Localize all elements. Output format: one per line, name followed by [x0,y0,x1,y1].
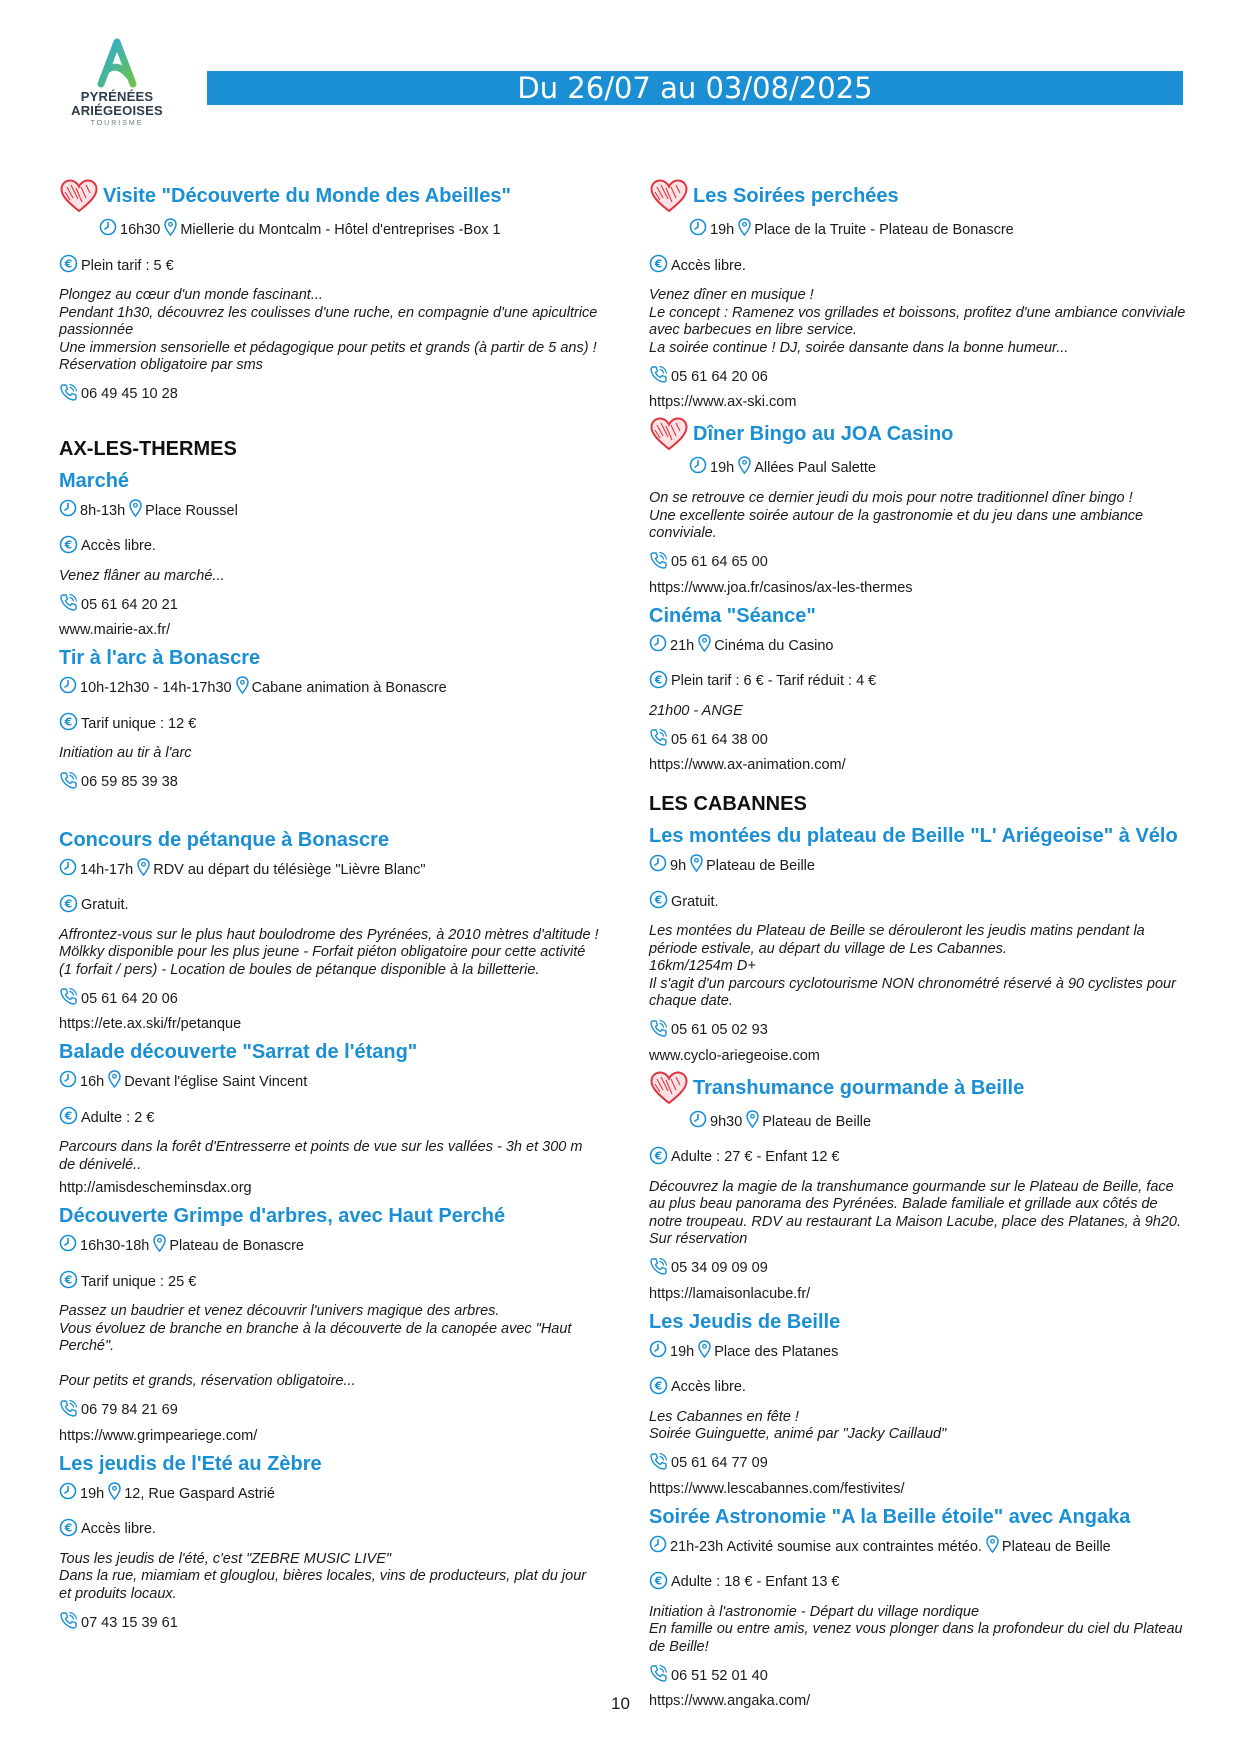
event-price-text: Accès libre. [671,1379,746,1395]
clock-icon [649,854,667,878]
event-time-place [59,499,599,523]
event-item [649,1070,1189,1302]
euro-icon [649,670,668,693]
event-time-place [649,634,1189,658]
event-url[interactable]: https://www.lescabannes.com/festivites/ [649,1480,905,1497]
event-time: 9h [670,858,687,874]
event-phone-number[interactable]: 06 59 85 39 38 [81,774,178,790]
event-time: 21h [670,637,695,654]
euro-icon [649,1146,668,1169]
event-phone [59,593,599,616]
clock-icon [59,1234,77,1258]
heart-icon [649,1070,689,1106]
event-phone-number[interactable]: 06 79 84 21 69 [81,1402,178,1418]
event-url[interactable]: https://www.angaka.com/ [649,1693,811,1709]
location-pin-icon [746,1110,759,1134]
event-url[interactable]: https://ete.ax.ski/fr/petanque [59,1016,242,1032]
event-price [59,1270,599,1293]
event-place: Place de la Truite - Plateau de Bonascre [754,222,1014,238]
event-time: 21h-23h Activité soumise aux contraintes météo. [670,1538,982,1555]
event-place: Cabane animation à Bonascre [251,680,447,696]
event-time: 16h [80,1074,105,1090]
event-item [649,1308,1189,1497]
event-place: Plateau de Bonascre [169,1238,304,1254]
event-time-place [59,676,599,700]
heart-icon [649,416,689,452]
phone-icon [649,728,668,751]
clock-icon [59,1070,77,1094]
location-pin-icon [698,1340,711,1364]
event-url[interactable]: https://www.ax-animation.com/ [649,757,846,773]
event-title-row [59,467,599,495]
event-title-row [649,1503,1189,1531]
event-time: 19h [710,460,735,476]
phone-icon [649,1019,668,1042]
location-pin-icon [738,456,751,480]
event-price-text: Adulte : 27 € - Enfant 12 € [671,1149,840,1165]
event-place: Place des Platanes [714,1343,839,1360]
event-title-row [59,178,599,214]
euro-icon [59,894,78,917]
event-phone [59,771,599,794]
event-title-row [59,1202,599,1230]
event-item [649,822,1189,1064]
event-phone [649,1019,1189,1042]
phone-icon [649,551,668,574]
left-column [59,178,599,1666]
event-time-place [649,1535,1189,1559]
event-title: Transhumance gourmande à Beille [693,1076,1025,1099]
event-phone-number[interactable]: 05 61 64 38 00 [671,731,768,748]
clock-icon [689,218,707,242]
event-description: Venez dîner en musique ! Le concept : Ramenez vos grillades et boissons, profitez d'une ambiance conviviale avec barbecues en libre service. La soirée continue ! DJ, soirée dansante dans la bonne humeur... [649,287,1186,356]
phone-icon [649,365,668,388]
event-item [59,644,599,794]
event-price-text: Plein tarif : 5 € [81,257,174,274]
event-item [59,1038,599,1196]
event-title: Les jeudis de l'Eté au Zèbre [59,1452,322,1475]
event-price-text: Gratuit. [671,893,719,910]
event-description: Les montées du Plateau de Beille se dérouleront les jeudis matins pendant la période estivale, au départ du village de Les Cabannes. 16km/1254m D+ Il s'agit d'un parcours cyclotourisme NON chronométré réservé à 90 cyclistes pour chaque date. [649,923,1176,1009]
clock-icon [649,1340,667,1364]
event-description: Les Cabannes en fête ! Soirée Guinguette, animé par "Jacky Caillaud" [649,1408,947,1442]
event-url[interactable]: www.mairie-ax.fr/ [59,622,171,638]
event-item [59,467,599,639]
event-price [59,1518,599,1541]
event-title: Soirée Astronomie "A la Beille étoile" avec Angaka [649,1505,1131,1528]
event-title: Les Soirées perchées [693,185,899,207]
right-column [649,178,1189,1715]
event-phone-number[interactable]: 06 51 52 01 40 [671,1667,768,1684]
event-phone [649,1452,1189,1475]
event-item [59,1450,599,1635]
event-time-place [59,218,599,242]
clock-icon [689,1110,707,1134]
svg-text:€: € [64,897,73,911]
event-title: Visite "Découverte du Monde des Abeilles" [103,185,511,207]
svg-text:€: € [64,715,73,729]
phone-icon [649,1257,668,1280]
event-price [59,894,599,917]
event-item [649,416,1189,596]
event-place: RDV au départ du télésiège "Lièvre Blanc" [153,861,426,878]
location-pin-icon [236,676,249,700]
euro-icon [59,1518,78,1541]
event-title-row [649,1308,1189,1336]
event-title-row [649,822,1189,850]
event-time-place [649,1340,1189,1364]
event-time-place [59,1234,599,1258]
event-price-text: Gratuit. [81,897,129,913]
event-phone [59,1399,599,1422]
event-time-place [649,218,1189,242]
euro-icon [59,712,78,735]
tourism-logo [62,38,172,127]
event-phone [649,1664,1189,1687]
event-phone-number[interactable]: 05 61 64 20 06 [81,990,178,1007]
event-title: Balade découverte "Sarrat de l'étang" [59,1041,418,1063]
event-time: 10h-12h30 - 14h-17h30 [80,680,232,696]
event-phone [649,551,1189,574]
event-title-row [59,826,599,854]
logo-line-3: TOURISME [90,120,144,127]
event-time-place [59,1482,599,1506]
event-title: Les Jeudis de Beille [649,1310,841,1333]
logo-line-2: ARIÉGEOISES [71,103,163,118]
event-place: Allées Paul Salette [754,460,876,476]
event-phone-number[interactable]: 05 61 64 77 09 [671,1455,768,1471]
event-price [649,670,1189,693]
phone-icon [59,987,78,1010]
svg-text:€: € [64,1109,73,1123]
event-title: Dîner Bingo au JOA Casino [693,423,954,445]
phone-icon [59,383,78,406]
clock-icon [59,1482,77,1506]
event-item [59,1202,599,1444]
event-price-text: Accès libre. [81,1521,156,1537]
event-description: Découvrez la magie de la transhumance gourmande sur le Plateau de Beille, face au plus beau panorama des Pyrénées. Balade familiale et grillade aux côtés de notre troupeau. RDV au restaurant La Maison Lacube, place des Platanes, à 9h20. Sur réservation [649,1178,1182,1247]
date-range-banner: Du 26/07 au 03/08/2025 [207,71,1183,105]
event-description: Plongez au cœur d'un monde fascinant... Pendant 1h30, découvrez les coulisses d'une ruche, en compagnie d'une apicultrice passionnée Une immersion sensorielle et pédagogique pour petits et grands (à partir de 5 ans) ! Réservation obligatoire par sms [59,287,598,373]
event-title: Découverte Grimpe d'arbres, avec Haut Perché [59,1205,506,1227]
location-pin-icon [153,1234,166,1258]
location-pin-icon [690,854,703,878]
event-place: Place Roussel [145,502,238,519]
event-url[interactable]: https://www.grimpeariege.com/ [59,1427,258,1444]
clock-icon [649,634,667,658]
euro-icon [59,254,78,277]
event-url[interactable]: https://lamaisonlacube.fr/ [649,1285,811,1302]
event-description: Passez un baudrier et venez découvrir l'univers magique des arbres. Vous évoluez de branche en branche à la découverte de la canopée avec "Haut Perché". Pour petits et grands, réservation obligatoire... [59,1303,572,1389]
event-title: Concours de pétanque à Bonascre [59,828,390,851]
event-place: Devant l'église Saint Vincent [124,1074,308,1090]
event-phone [59,383,599,406]
event-url[interactable]: https://www.joa.fr/casinos/ax-les-thermes [649,579,913,596]
event-price [649,1571,1189,1594]
euro-icon [649,254,668,277]
clock-icon [59,858,77,882]
svg-text:€: € [64,538,73,552]
event-price-text: Tarif unique : 12 € [81,715,197,732]
event-description: Venez flâner au marché... [59,567,225,584]
event-place: Miellerie du Montcalm - Hôtel d'entreprises -Box 1 [180,222,501,238]
location-pin-icon [137,858,150,882]
event-place: Plateau de Beille [762,1113,872,1130]
event-price-text: Accès libre. [671,257,746,274]
event-time: 16h30-18h [80,1238,150,1254]
svg-text:€: € [654,893,663,907]
event-place: 12, Rue Gaspard Astrié [124,1485,275,1502]
event-phone-number[interactable]: 06 49 45 10 28 [81,386,178,402]
event-title-row [59,644,599,672]
event-description: Initiation à l'astronomie - Départ du village nordique En famille ou entre amis, venez vous plonger dans la profondeur du ciel du Plateau de Beille! [649,1603,1183,1655]
event-phone-number[interactable]: 05 61 64 20 21 [81,596,178,613]
event-title-row [649,416,1189,452]
euro-icon [649,1571,668,1594]
event-url[interactable]: https://www.ax-ski.com [649,394,797,410]
heart-icon [649,178,689,214]
event-phone-number[interactable]: 05 61 64 65 00 [671,554,768,570]
event-time-place [649,854,1189,878]
event-url[interactable]: http://amisdescheminsdax.org [59,1180,252,1196]
location-pin-icon [698,634,711,658]
event-title-row [59,1450,599,1478]
event-place: Plateau de Beille [1001,1538,1111,1555]
event-price [649,254,1189,277]
svg-text:€: € [64,1273,73,1287]
svg-text:€: € [654,1149,663,1163]
event-place: Plateau de Beille [706,858,815,874]
event-price-text: Adulte : 2 € [81,1109,155,1126]
event-price-text: Tarif unique : 25 € [81,1273,197,1290]
phone-icon [59,593,78,616]
phone-icon [649,1452,668,1475]
event-title-row [649,178,1189,214]
logo-line-1: PYRÉNÉES [80,89,154,104]
event-price-text: Accès libre. [81,538,156,554]
event-price [59,1106,599,1129]
event-price-text: Plein tarif : 6 € - Tarif réduit : 4 € [671,673,877,689]
event-place: Cinéma du Casino [714,637,834,654]
event-description: Tous les jeudis de l'été, c'est "ZEBRE MUSIC LIVE" Dans la rue, miamiam et glouglou, bières locales, vins de producteurs, plat du jour et produits locaux. [59,1550,587,1602]
svg-text:€: € [64,257,73,271]
section-heading: LES CABANNES [649,793,807,815]
event-title: Marché [59,469,130,492]
event-phone-number[interactable]: 05 61 05 02 93 [671,1022,768,1038]
event-time-place [649,1110,1189,1134]
event-item [649,1503,1189,1710]
phone-icon [649,1664,668,1687]
event-phone [649,728,1189,751]
event-title-row [59,1038,599,1066]
svg-text:€: € [654,673,663,687]
event-description: On se retrouve ce dernier jeudi du mois pour notre traditionnel dîner bingo ! Une excellente soirée autour de la gastronomie et du jeu dans une ambiance conviviale. [649,490,1144,541]
clock-icon [99,218,117,242]
svg-text:€: € [654,1379,663,1393]
event-phone [59,987,599,1010]
event-phone-number[interactable]: 05 34 09 09 09 [671,1260,768,1276]
euro-icon [649,1376,668,1399]
phone-icon [59,1611,78,1634]
event-url[interactable]: www.cyclo-ariegeoise.com [649,1047,820,1064]
event-phone-number[interactable]: 05 61 64 20 06 [671,368,768,385]
event-description: Initiation au tir à l'arc [59,745,192,761]
location-pin-icon [108,1482,121,1506]
svg-text:€: € [64,1521,73,1535]
event-price [649,890,1189,913]
event-title: Les montées du plateau de Beille "L' Ariégeoise" à Vélo [649,825,1178,847]
event-item [59,178,599,406]
event-title-row [649,1070,1189,1106]
svg-text:€: € [654,257,663,271]
clock-icon [689,456,707,480]
euro-icon [59,1270,78,1293]
event-phone [649,365,1189,388]
phone-icon [59,771,78,794]
event-time: 16h30 [120,222,161,238]
event-price [649,1376,1189,1399]
heart-icon [59,178,99,214]
page-number: 10 [611,1694,630,1713]
event-time: 14h-17h [80,861,134,878]
event-description: Affrontez-vous sur le plus haut boulodrome des Pyrénées, à 2010 mètres d'altitude ! Mölkky disponible pour les plus jeune - Forfait piéton obligatoire pour cette activité (1 forfait / pers) - Location de boules de pétanque disponible à la billetterie. [59,926,599,978]
logo-a-icon [93,38,141,90]
clock-icon [649,1535,667,1559]
location-pin-icon [108,1070,121,1094]
event-time: 19h [80,1485,105,1502]
event-price [59,254,599,277]
location-pin-icon [986,1535,999,1559]
euro-icon [59,535,78,558]
euro-icon [649,890,668,913]
event-phone [59,1611,599,1634]
event-phone-number[interactable]: 07 43 15 39 61 [81,1614,178,1631]
event-phone [649,1257,1189,1280]
event-time-place [59,1070,599,1094]
event-price [649,1146,1189,1169]
event-item [649,178,1189,410]
event-title: Cinéma "Séance" [649,604,816,627]
event-time: 19h [710,222,735,238]
event-price-text: Adulte : 18 € - Enfant 13 € [671,1574,840,1590]
event-item [649,602,1189,774]
event-time: 9h30 [710,1113,743,1130]
location-pin-icon [164,218,177,242]
event-description: 21h00 - ANGE [649,702,743,719]
event-title: Tir à l'arc à Bonascre [59,647,261,669]
event-time-place [59,858,599,882]
section-heading: AX-LES-THERMES [59,437,237,460]
event-time: 19h [670,1343,695,1360]
event-item [59,826,599,1033]
event-price [59,535,599,558]
event-time: 8h-13h [80,502,126,519]
event-description: Parcours dans la forêt d'Entresserre et points de vue sur les vallées - 3h et 300 m de dénivelé.. [59,1139,583,1173]
location-pin-icon [129,499,142,523]
event-title-row [649,602,1189,630]
event-price [59,712,599,735]
clock-icon [59,676,77,700]
location-pin-icon [738,218,751,242]
event-time-place [649,456,1189,480]
clock-icon [59,499,77,523]
phone-icon [59,1399,78,1422]
svg-text:€: € [654,1574,663,1588]
euro-icon [59,1106,78,1129]
